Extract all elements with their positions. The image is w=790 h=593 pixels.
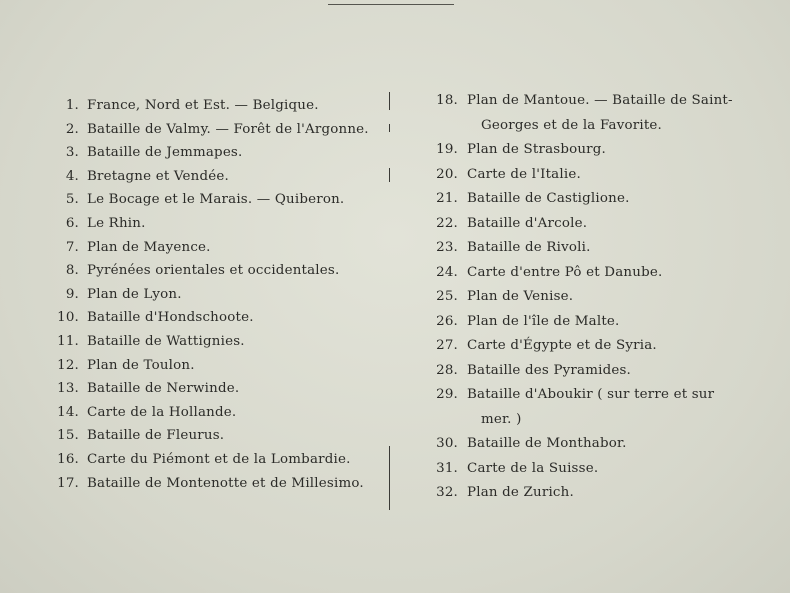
- item-title: Le Bocage et le Marais. — Quiberon.: [87, 192, 345, 208]
- list-item: [430, 187, 770, 212]
- list-item: [52, 330, 382, 354]
- list-item: [52, 259, 382, 283]
- item-number: 18.: [436, 93, 458, 108]
- item-title: Bretagne et Vendée.: [87, 168, 229, 184]
- list-item: [52, 165, 382, 189]
- item-number: 22.: [436, 215, 458, 231]
- item-number: 28.: [436, 362, 458, 378]
- item-number: 21.: [436, 191, 458, 206]
- item-title: Bataille de Wattignies.: [87, 333, 245, 349]
- column-divider-segment: [389, 124, 390, 132]
- list-item: [52, 188, 382, 212]
- item-title: Carte de la Hollande.: [87, 404, 237, 420]
- list-item: [430, 310, 770, 335]
- item-number: 1.: [65, 98, 79, 113]
- list-item: [430, 163, 770, 188]
- item-number: 19.: [436, 142, 458, 157]
- list-item: [430, 212, 770, 237]
- item-number: 15.: [57, 428, 79, 444]
- column-divider-segment: [389, 446, 390, 510]
- item-number: 17.: [57, 475, 79, 491]
- item-title: Bataille de Rivoli.: [467, 240, 591, 255]
- item-title: Le Rhin.: [87, 215, 146, 231]
- column-divider-segment: [389, 168, 390, 182]
- item-number: 20.: [436, 166, 458, 182]
- list-item: [52, 141, 382, 165]
- item-title: Pyrénées orientales et occidentales.: [87, 263, 340, 279]
- list-item: [52, 212, 382, 236]
- list-item: [52, 472, 382, 496]
- item-title: Bataille de Jemmapes.: [87, 145, 243, 161]
- list-item: [52, 354, 382, 378]
- item-title: Bataille d'Aboukir ( sur terre et sur: [467, 387, 715, 402]
- item-title: Plan de Venise.: [467, 289, 574, 304]
- item-title: Bataille de Valmy. — Forêt de l'Argonne.: [87, 121, 369, 137]
- item-number: 12.: [57, 357, 79, 373]
- item-number: 5.: [65, 192, 79, 208]
- item-title: Bataille de Monthabor.: [467, 436, 627, 451]
- item-number: 29.: [436, 387, 458, 402]
- list-item: [52, 401, 382, 425]
- list-item: [52, 118, 382, 142]
- list-item: [52, 306, 382, 330]
- list-item: [52, 94, 382, 118]
- plates-list-right: [430, 89, 770, 506]
- item-title: Bataille de Castiglione.: [467, 191, 630, 206]
- item-title: Carte de l'Italie.: [467, 166, 581, 182]
- list-item: [52, 377, 382, 401]
- list-item: [52, 424, 382, 448]
- item-number: 7.: [65, 239, 79, 255]
- item-title: Carte du Piémont et de la Lombardie.: [87, 451, 351, 467]
- item-title: Plan de l'île de Malte.: [467, 313, 620, 329]
- item-number: 3.: [65, 145, 79, 161]
- item-number: 14.: [57, 404, 79, 420]
- item-number: 8.: [65, 263, 79, 279]
- list-item: [430, 236, 770, 261]
- item-number: 2.: [65, 121, 79, 137]
- top-rule: [328, 4, 454, 5]
- item-title: Carte de la Suisse.: [467, 460, 599, 476]
- list-item: [52, 283, 382, 307]
- item-title: Plan de Strasbourg.: [467, 142, 607, 157]
- item-number: 25.: [436, 289, 458, 304]
- list-item-continuation: [430, 114, 770, 139]
- item-number: 30.: [436, 436, 458, 451]
- list-item: [430, 89, 770, 114]
- list-item: [52, 236, 382, 260]
- item-title: Bataille d'Hondschoote.: [87, 310, 254, 326]
- item-title: Plan de Mayence.: [87, 239, 211, 255]
- item-number: 4.: [65, 168, 79, 184]
- item-number: 6.: [65, 215, 79, 231]
- item-title: Plan de Zurich.: [467, 485, 574, 500]
- item-title: Bataille d'Arcole.: [467, 215, 588, 231]
- list-item: [430, 383, 770, 408]
- item-title: Plan de Mantoue. — Bataille de Saint-: [467, 93, 733, 108]
- item-title-continuation: mer. ): [481, 411, 522, 427]
- item-number: 23.: [436, 240, 458, 255]
- list-item: [430, 481, 770, 506]
- item-title: Plan de Toulon.: [87, 357, 195, 373]
- item-title: Bataille des Pyramides.: [467, 362, 632, 378]
- list-item: [430, 334, 770, 359]
- column-divider-segment: [389, 92, 390, 110]
- item-number: 26.: [436, 313, 458, 329]
- item-number: 16.: [57, 451, 79, 467]
- indent-spacer: [430, 408, 458, 433]
- item-title: Carte d'Égypte et de Syria.: [467, 338, 657, 353]
- indent-spacer: [430, 114, 458, 139]
- list-item: [430, 261, 770, 286]
- item-number: 32.: [436, 485, 458, 500]
- item-number: 9.: [65, 286, 79, 302]
- item-title: Bataille de Fleurus.: [87, 428, 225, 444]
- item-number: 13.: [57, 381, 79, 397]
- item-number: 24.: [436, 264, 458, 280]
- list-item-continuation: [430, 408, 770, 433]
- item-title: Plan de Lyon.: [87, 286, 182, 302]
- item-title: Carte d'entre Pô et Danube.: [467, 264, 663, 280]
- item-number: 27.: [436, 338, 458, 353]
- list-item: [430, 457, 770, 482]
- list-item: [430, 138, 770, 163]
- list-item: [52, 448, 382, 472]
- plates-list-left: [52, 94, 382, 495]
- item-number: 10.: [57, 310, 79, 326]
- list-item: [430, 359, 770, 384]
- item-title-continuation: Georges et de la Favorite.: [481, 117, 662, 133]
- item-title: Bataille de Montenotte et de Millesimo.: [87, 475, 364, 491]
- item-title: Bataille de Nerwinde.: [87, 381, 240, 397]
- item-number: 11.: [57, 333, 79, 349]
- list-item: [430, 285, 770, 310]
- list-item: [430, 432, 770, 457]
- item-title: France, Nord et Est. — Belgique.: [87, 98, 319, 113]
- item-number: 31.: [436, 460, 458, 476]
